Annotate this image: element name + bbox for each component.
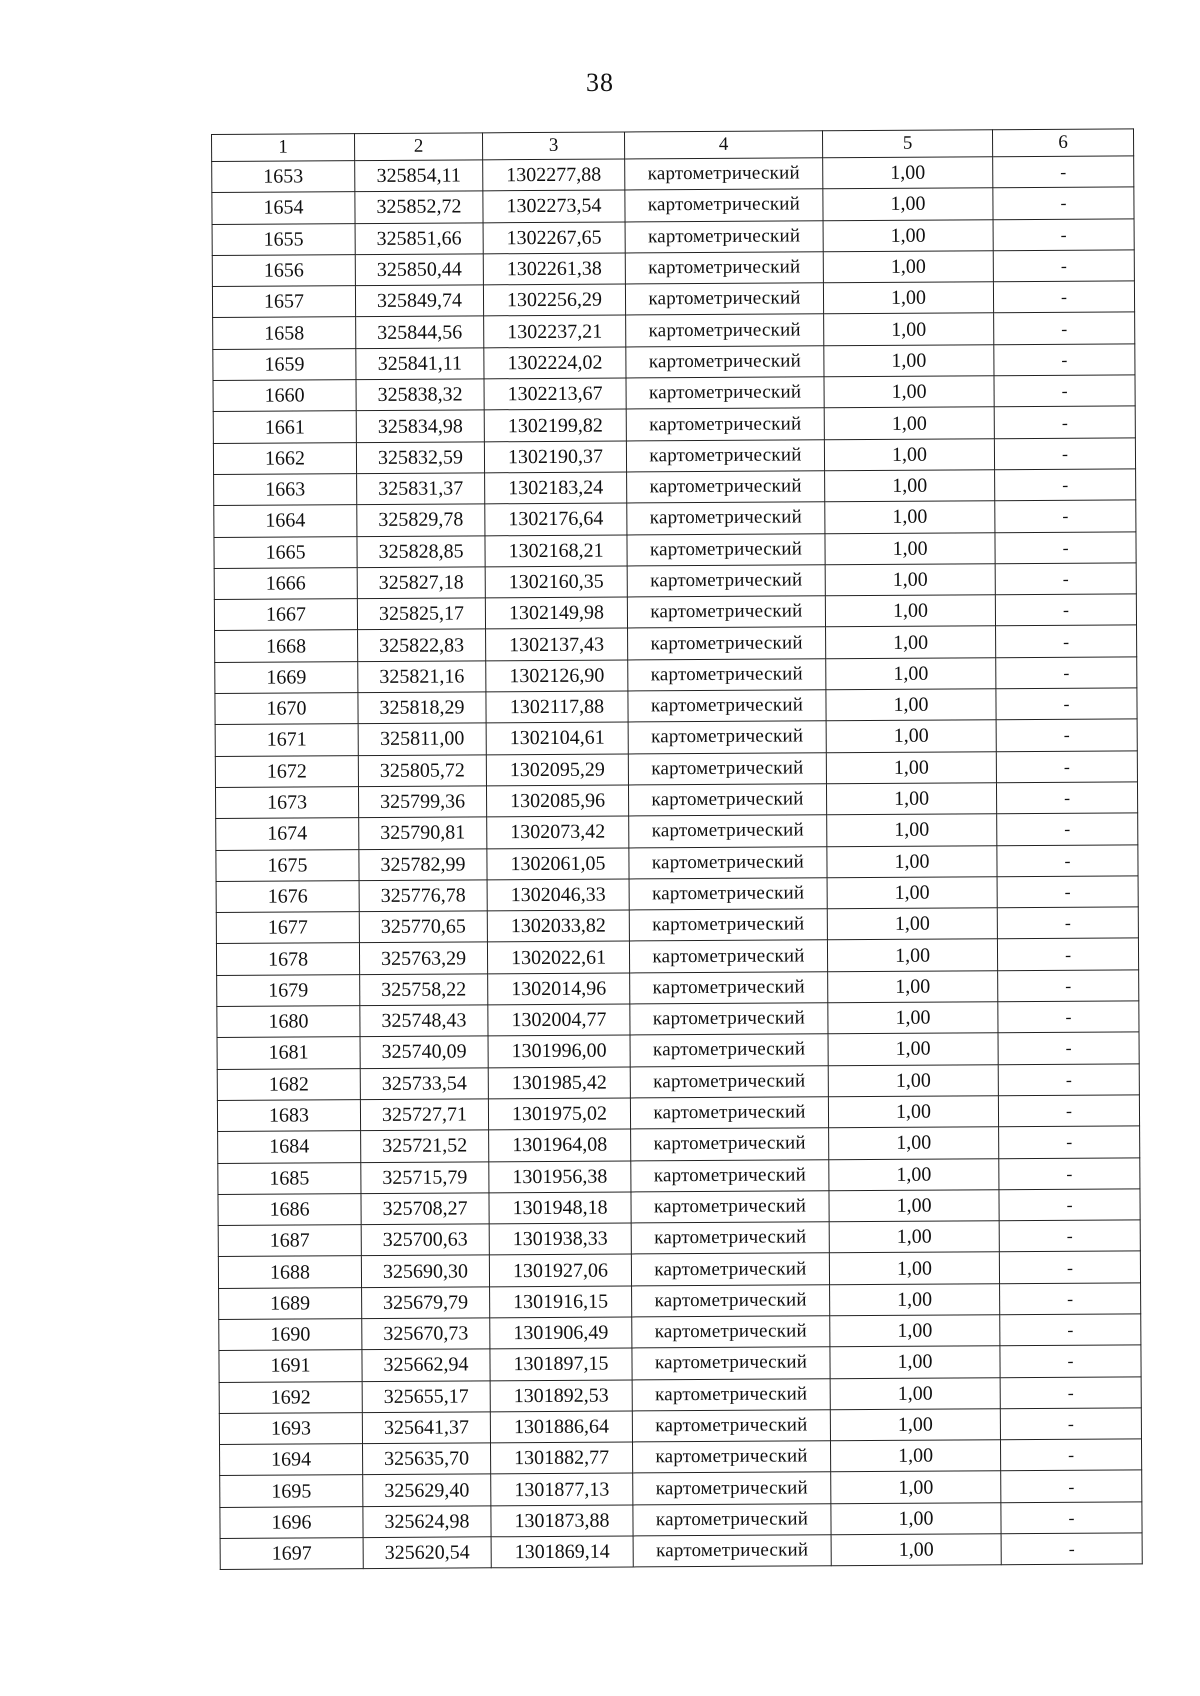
note-cell: - — [999, 1126, 1140, 1158]
point-number-cell: 1675 — [216, 849, 359, 881]
note-cell: - — [997, 844, 1138, 876]
page-number: 38 — [586, 68, 614, 97]
x-coordinate-cell: 325624,98 — [363, 1506, 491, 1538]
accuracy-cell: 1,00 — [823, 157, 993, 189]
note-cell: - — [1000, 1345, 1141, 1377]
y-coordinate-cell: 1302213,67 — [484, 378, 626, 410]
accuracy-cell: 1,00 — [824, 407, 994, 439]
note-cell: - — [1000, 1283, 1141, 1315]
x-coordinate-cell: 325811,00 — [358, 723, 486, 755]
x-coordinate-cell: 325852,72 — [355, 191, 483, 223]
point-number-cell: 1660 — [213, 380, 356, 412]
note-cell: - — [996, 782, 1137, 814]
note-cell: - — [996, 657, 1137, 689]
method-cell: картометрический — [627, 596, 825, 629]
method-cell: картометрический — [628, 627, 826, 660]
method-cell: картометрический — [627, 533, 825, 566]
point-number-cell: 1687 — [218, 1225, 361, 1257]
method-cell: картометрический — [628, 659, 826, 692]
y-coordinate-cell: 1301996,00 — [488, 1035, 630, 1067]
accuracy-cell: 1,00 — [826, 626, 996, 658]
accuracy-cell: 1,00 — [830, 1409, 1000, 1441]
note-cell: - — [996, 625, 1137, 657]
y-coordinate-cell: 1301906,49 — [490, 1317, 632, 1349]
point-number-cell: 1667 — [214, 599, 357, 631]
accuracy-cell: 1,00 — [829, 1221, 999, 1253]
note-cell: - — [998, 1001, 1139, 1033]
y-coordinate-cell: 1302149,98 — [485, 597, 627, 629]
method-cell: картометрический — [628, 784, 826, 817]
method-cell: картометрический — [633, 1535, 831, 1568]
note-cell: - — [1000, 1439, 1141, 1471]
point-number-cell: 1658 — [213, 317, 356, 349]
point-number-cell: 1677 — [216, 912, 359, 944]
accuracy-cell: 1,00 — [829, 1190, 999, 1222]
x-coordinate-cell: 325776,78 — [359, 880, 487, 912]
accuracy-cell: 1,00 — [825, 532, 995, 564]
x-coordinate-cell: 325818,29 — [358, 692, 486, 724]
y-coordinate-cell: 1302160,35 — [485, 566, 627, 598]
accuracy-cell: 1,00 — [831, 1471, 1001, 1503]
point-number-cell: 1662 — [213, 442, 356, 474]
accuracy-cell: 1,00 — [828, 1064, 998, 1096]
y-coordinate-cell: 1302073,42 — [487, 816, 629, 848]
accuracy-cell: 1,00 — [826, 720, 996, 752]
x-coordinate-cell: 325655,17 — [362, 1380, 490, 1412]
point-number-cell: 1683 — [217, 1100, 360, 1132]
y-coordinate-cell: 1302014,96 — [488, 973, 630, 1005]
x-coordinate-cell: 325641,37 — [362, 1412, 490, 1444]
y-coordinate-cell: 1302176,64 — [485, 503, 627, 535]
y-coordinate-cell: 1301956,38 — [489, 1160, 631, 1192]
accuracy-cell: 1,00 — [827, 908, 997, 940]
point-number-cell: 1671 — [215, 724, 358, 756]
point-number-cell: 1656 — [212, 255, 355, 287]
note-cell: - — [1001, 1502, 1142, 1534]
note-cell: - — [993, 281, 1134, 313]
method-cell: картометрический — [632, 1441, 830, 1474]
x-coordinate-cell: 325770,65 — [359, 911, 487, 943]
point-number-cell: 1679 — [217, 974, 360, 1006]
coordinates-table — [211, 128, 1143, 1570]
x-coordinate-cell: 325715,79 — [361, 1161, 489, 1193]
method-cell: картометрический — [631, 1222, 829, 1255]
x-coordinate-cell: 325670,73 — [362, 1318, 490, 1350]
point-number-cell: 1693 — [219, 1412, 362, 1444]
y-coordinate-cell: 1302237,21 — [484, 315, 626, 347]
accuracy-cell: 1,00 — [831, 1534, 1001, 1566]
x-coordinate-cell: 325854,11 — [355, 160, 483, 192]
y-coordinate-cell: 1302137,43 — [486, 628, 628, 660]
note-cell: - — [993, 156, 1134, 188]
accuracy-cell: 1,00 — [828, 1002, 998, 1034]
y-coordinate-cell: 1302273,54 — [483, 190, 625, 222]
note-cell: - — [996, 750, 1137, 782]
accuracy-cell: 1,00 — [825, 501, 995, 533]
x-coordinate-cell: 325740,09 — [360, 1036, 488, 1068]
point-number-cell: 1681 — [217, 1037, 360, 1069]
method-cell: картометрический — [626, 439, 824, 472]
method-cell: картометрический — [626, 314, 824, 347]
point-number-cell: 1694 — [220, 1444, 363, 1476]
accuracy-cell: 1,00 — [828, 1096, 998, 1128]
method-cell: картометрический — [628, 721, 826, 754]
x-coordinate-cell: 325831,37 — [357, 473, 485, 505]
accuracy-cell: 1,00 — [830, 1377, 1000, 1409]
y-coordinate-cell: 1302033,82 — [487, 910, 629, 942]
x-coordinate-cell: 325799,36 — [358, 786, 486, 818]
accuracy-cell: 1,00 — [828, 1033, 998, 1065]
column-header-4: 4 — [624, 131, 822, 159]
method-cell: картометрический — [631, 1253, 829, 1286]
point-number-cell: 1663 — [214, 474, 357, 506]
note-cell: - — [997, 938, 1138, 970]
point-number-cell: 1665 — [214, 536, 357, 568]
point-number-cell: 1684 — [218, 1131, 361, 1163]
accuracy-cell: 1,00 — [823, 188, 993, 220]
y-coordinate-cell: 1301975,02 — [488, 1098, 630, 1130]
point-number-cell: 1678 — [216, 943, 359, 975]
x-coordinate-cell: 325834,98 — [356, 410, 484, 442]
method-cell: картометрический — [626, 408, 824, 441]
x-coordinate-cell: 325662,94 — [362, 1349, 490, 1381]
y-coordinate-cell: 1301882,77 — [491, 1442, 633, 1474]
method-cell: картометрический — [625, 283, 823, 316]
x-coordinate-cell: 325790,81 — [359, 817, 487, 849]
column-header-2: 2 — [355, 133, 483, 161]
note-cell: - — [996, 688, 1137, 720]
y-coordinate-cell: 1302046,33 — [487, 879, 629, 911]
point-number-cell: 1669 — [215, 661, 358, 693]
accuracy-cell: 1,00 — [824, 313, 994, 345]
note-cell: - — [1000, 1314, 1141, 1346]
y-coordinate-cell: 1301938,33 — [489, 1223, 631, 1255]
accuracy-cell: 1,00 — [829, 1158, 999, 1190]
y-coordinate-cell: 1302168,21 — [485, 535, 627, 567]
y-coordinate-cell: 1301892,53 — [490, 1380, 632, 1412]
x-coordinate-cell: 325849,74 — [355, 285, 483, 317]
x-coordinate-cell: 325679,79 — [362, 1287, 490, 1319]
method-cell: картометрический — [629, 846, 827, 879]
point-number-cell: 1670 — [215, 693, 358, 725]
y-coordinate-cell: 1302190,37 — [484, 441, 626, 473]
note-cell: - — [995, 469, 1136, 501]
accuracy-cell: 1,00 — [824, 345, 994, 377]
point-number-cell: 1697 — [220, 1538, 363, 1570]
point-number-cell: 1686 — [218, 1193, 361, 1225]
point-number-cell: 1676 — [216, 880, 359, 912]
accuracy-cell: 1,00 — [829, 1252, 999, 1284]
method-cell: картометрический — [632, 1284, 830, 1317]
note-cell: - — [1001, 1470, 1142, 1502]
point-number-cell: 1691 — [219, 1350, 362, 1382]
method-cell: картометрический — [626, 346, 824, 379]
x-coordinate-cell: 325763,29 — [359, 942, 487, 974]
y-coordinate-cell: 1302004,77 — [488, 1004, 630, 1036]
x-coordinate-cell: 325838,32 — [356, 379, 484, 411]
accuracy-cell: 1,00 — [826, 657, 996, 689]
x-coordinate-cell: 325832,59 — [356, 442, 484, 474]
method-cell: картометрический — [632, 1378, 830, 1411]
note-cell: - — [994, 375, 1135, 407]
method-cell: картометрический — [633, 1472, 831, 1505]
method-cell: картометрический — [627, 502, 825, 535]
x-coordinate-cell: 325620,54 — [363, 1537, 491, 1569]
note-cell: - — [997, 876, 1138, 908]
point-number-cell: 1688 — [218, 1256, 361, 1288]
x-coordinate-cell: 325690,30 — [361, 1255, 489, 1287]
method-cell: картометрический — [629, 940, 827, 973]
column-header-6: 6 — [992, 129, 1133, 157]
note-cell: - — [994, 312, 1135, 344]
note-cell: - — [999, 1157, 1140, 1189]
point-number-cell: 1653 — [212, 161, 355, 193]
y-coordinate-cell: 1302104,61 — [486, 722, 628, 754]
y-coordinate-cell: 1301873,88 — [491, 1505, 633, 1537]
x-coordinate-cell: 325708,27 — [361, 1193, 489, 1225]
y-coordinate-cell: 1301948,18 — [489, 1192, 631, 1224]
note-cell: - — [994, 406, 1135, 438]
table-row — [220, 1533, 1142, 1570]
note-cell: - — [993, 187, 1134, 219]
method-cell: картометрический — [629, 909, 827, 942]
method-cell: картометрический — [629, 878, 827, 911]
method-cell: картометрический — [625, 158, 823, 191]
x-coordinate-cell: 325828,85 — [357, 535, 485, 567]
note-cell: - — [995, 594, 1136, 626]
method-cell: картометрический — [626, 377, 824, 410]
x-coordinate-cell: 325844,56 — [356, 316, 484, 348]
accuracy-cell: 1,00 — [830, 1346, 1000, 1378]
note-cell: - — [998, 1032, 1139, 1064]
point-number-cell: 1682 — [217, 1068, 360, 1100]
y-coordinate-cell: 1301886,64 — [490, 1411, 632, 1443]
y-coordinate-cell: 1302117,88 — [486, 691, 628, 723]
note-cell: - — [997, 907, 1138, 939]
accuracy-cell: 1,00 — [827, 877, 997, 909]
accuracy-cell: 1,00 — [823, 219, 993, 251]
x-coordinate-cell: 325827,18 — [357, 567, 485, 599]
x-coordinate-cell: 325829,78 — [357, 504, 485, 536]
note-cell: - — [994, 344, 1135, 376]
accuracy-cell: 1,00 — [826, 751, 996, 783]
x-coordinate-cell: 325782,99 — [359, 848, 487, 880]
method-cell: картометрический — [631, 1159, 829, 1192]
accuracy-cell: 1,00 — [823, 282, 993, 314]
note-cell: - — [999, 1220, 1140, 1252]
accuracy-cell: 1,00 — [827, 939, 997, 971]
note-cell: - — [996, 719, 1137, 751]
point-number-cell: 1654 — [212, 192, 355, 224]
accuracy-cell: 1,00 — [827, 814, 997, 846]
method-cell: картометрический — [628, 690, 826, 723]
method-cell: картометрический — [632, 1410, 830, 1443]
note-cell: - — [999, 1251, 1140, 1283]
y-coordinate-cell: 1301985,42 — [488, 1067, 630, 1099]
point-number-cell: 1695 — [220, 1475, 363, 1507]
method-cell: картометрический — [629, 815, 827, 848]
x-coordinate-cell: 325629,40 — [363, 1474, 491, 1506]
accuracy-cell: 1,00 — [830, 1315, 1000, 1347]
note-cell: - — [998, 1063, 1139, 1095]
accuracy-cell: 1,00 — [826, 689, 996, 721]
point-number-cell: 1661 — [213, 411, 356, 443]
note-cell: - — [1000, 1408, 1141, 1440]
y-coordinate-cell: 1302277,88 — [483, 159, 625, 191]
point-number-cell: 1659 — [213, 348, 356, 380]
note-cell: - — [995, 500, 1136, 532]
x-coordinate-cell: 325635,70 — [363, 1443, 491, 1475]
column-header-3: 3 — [482, 132, 624, 160]
point-number-cell: 1685 — [218, 1162, 361, 1194]
accuracy-cell: 1,00 — [830, 1283, 1000, 1315]
y-coordinate-cell: 1302095,29 — [486, 754, 628, 786]
accuracy-cell: 1,00 — [827, 845, 997, 877]
x-coordinate-cell: 325727,71 — [360, 1099, 488, 1131]
x-coordinate-cell: 325733,54 — [360, 1067, 488, 1099]
note-cell: - — [994, 438, 1135, 470]
y-coordinate-cell: 1302022,61 — [487, 941, 629, 973]
accuracy-cell: 1,00 — [825, 595, 995, 627]
point-number-cell: 1664 — [214, 505, 357, 537]
point-number-cell: 1673 — [215, 787, 358, 819]
y-coordinate-cell: 1302183,24 — [485, 472, 627, 504]
method-cell: картометрический — [627, 565, 825, 598]
accuracy-cell: 1,00 — [829, 1127, 999, 1159]
x-coordinate-cell: 325821,16 — [358, 661, 486, 693]
method-cell: картометрический — [632, 1347, 830, 1380]
column-header-1: 1 — [212, 134, 355, 162]
note-cell: - — [998, 970, 1139, 1002]
table-body — [212, 156, 1143, 1570]
note-cell: - — [1000, 1376, 1141, 1408]
x-coordinate-cell: 325850,44 — [355, 254, 483, 286]
y-coordinate-cell: 1302256,29 — [483, 284, 625, 316]
accuracy-cell: 1,00 — [823, 251, 993, 283]
x-coordinate-cell: 325748,43 — [360, 1005, 488, 1037]
note-cell: - — [1001, 1533, 1142, 1565]
note-cell: - — [999, 1189, 1140, 1221]
point-number-cell: 1655 — [212, 223, 355, 255]
accuracy-cell: 1,00 — [830, 1440, 1000, 1472]
x-coordinate-cell: 325700,63 — [361, 1224, 489, 1256]
y-coordinate-cell: 1301916,15 — [490, 1286, 632, 1318]
y-coordinate-cell: 1301964,08 — [489, 1129, 631, 1161]
method-cell: картометрический — [630, 1065, 828, 1098]
note-cell: - — [997, 813, 1138, 845]
method-cell: картометрический — [625, 189, 823, 222]
y-coordinate-cell: 1301869,14 — [491, 1536, 633, 1568]
accuracy-cell: 1,00 — [831, 1502, 1001, 1534]
y-coordinate-cell: 1302261,38 — [483, 253, 625, 285]
point-number-cell: 1690 — [219, 1319, 362, 1351]
method-cell: картометрический — [625, 220, 823, 253]
y-coordinate-cell: 1302267,65 — [483, 222, 625, 254]
point-number-cell: 1672 — [215, 755, 358, 787]
point-number-cell: 1680 — [217, 1006, 360, 1038]
x-coordinate-cell: 325805,72 — [358, 754, 486, 786]
point-number-cell: 1696 — [220, 1506, 363, 1538]
method-cell: картометрический — [630, 1097, 828, 1130]
method-cell: картометрический — [630, 971, 828, 1004]
y-coordinate-cell: 1302061,05 — [487, 847, 629, 879]
note-cell: - — [995, 531, 1136, 563]
x-coordinate-cell: 325758,22 — [360, 974, 488, 1006]
x-coordinate-cell: 325825,17 — [357, 598, 485, 630]
method-cell: картометрический — [631, 1191, 829, 1224]
y-coordinate-cell: 1302224,02 — [484, 347, 626, 379]
point-number-cell: 1666 — [214, 567, 357, 599]
y-coordinate-cell: 1301897,15 — [490, 1348, 632, 1380]
accuracy-cell: 1,00 — [825, 470, 995, 502]
accuracy-cell: 1,00 — [826, 783, 996, 815]
note-cell: - — [993, 218, 1134, 250]
method-cell: картометрический — [633, 1504, 831, 1537]
accuracy-cell: 1,00 — [824, 376, 994, 408]
accuracy-cell: 1,00 — [824, 438, 994, 470]
method-cell: картометрический — [632, 1316, 830, 1349]
method-cell: картометрический — [630, 1003, 828, 1036]
note-cell: - — [995, 563, 1136, 595]
method-cell: картометрический — [627, 471, 825, 504]
x-coordinate-cell: 325721,52 — [361, 1130, 489, 1162]
y-coordinate-cell: 1301927,06 — [489, 1254, 631, 1286]
accuracy-cell: 1,00 — [825, 564, 995, 596]
method-cell: картометрический — [631, 1128, 829, 1161]
x-coordinate-cell: 325851,66 — [355, 222, 483, 254]
y-coordinate-cell: 1302126,90 — [486, 660, 628, 692]
y-coordinate-cell: 1302085,96 — [486, 785, 628, 817]
x-coordinate-cell: 325841,11 — [356, 348, 484, 380]
accuracy-cell: 1,00 — [828, 970, 998, 1002]
y-coordinate-cell: 1301877,13 — [491, 1473, 633, 1505]
note-cell: - — [993, 250, 1134, 282]
column-header-5: 5 — [822, 130, 992, 158]
point-number-cell: 1668 — [215, 630, 358, 662]
method-cell: картометрический — [630, 1034, 828, 1067]
method-cell: картометрический — [625, 252, 823, 285]
method-cell: картометрический — [628, 752, 826, 785]
note-cell: - — [998, 1095, 1139, 1127]
point-number-cell: 1657 — [212, 286, 355, 318]
y-coordinate-cell: 1302199,82 — [484, 409, 626, 441]
point-number-cell: 1674 — [216, 818, 359, 850]
x-coordinate-cell: 325822,83 — [358, 629, 486, 661]
point-number-cell: 1689 — [219, 1287, 362, 1319]
point-number-cell: 1692 — [219, 1381, 362, 1413]
